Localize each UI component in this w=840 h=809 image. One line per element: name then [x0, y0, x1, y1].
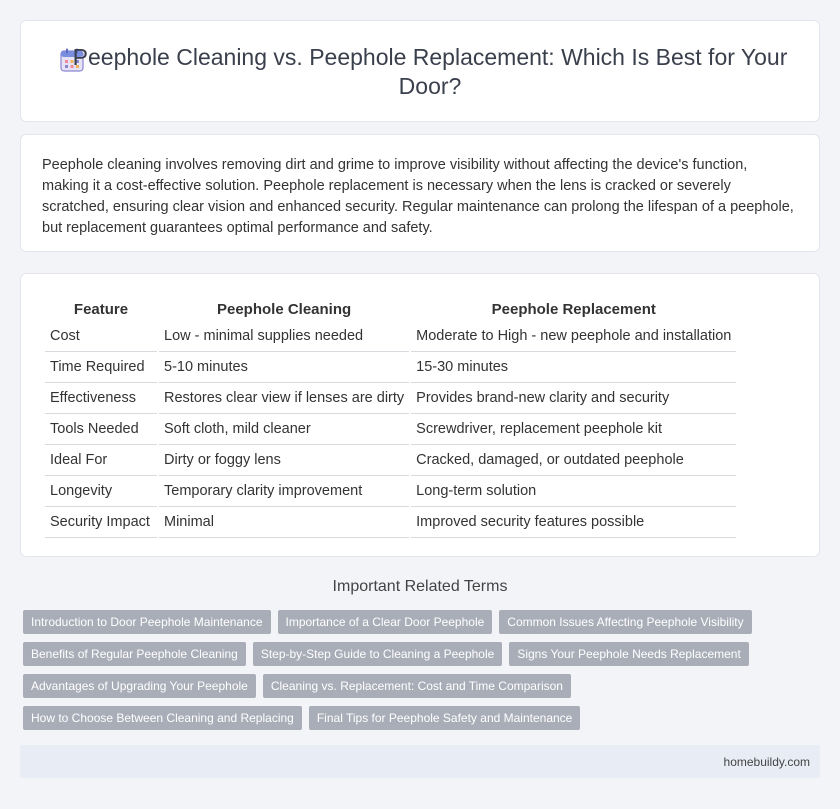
- related-term-tag[interactable]: Common Issues Affecting Peephole Visibility: [499, 610, 751, 634]
- table-cell: Effectiveness: [45, 383, 157, 414]
- table-header-replacement: Peephole Replacement: [491, 300, 656, 318]
- tag-row: [23, 642, 823, 666]
- tag-row: [23, 674, 823, 698]
- related-term-tag[interactable]: Signs Your Peephole Needs Replacement: [509, 642, 749, 666]
- page-title: Peephole Cleaning vs. Peephole Replacement: Which Is Best for Your Door?: [72, 44, 788, 99]
- table-row: [45, 352, 736, 383]
- table-cell: 5-10 minutes: [159, 352, 409, 383]
- table-row: [45, 445, 736, 476]
- table-cell: Soft cloth, mild cleaner: [159, 414, 409, 445]
- table-header-feature: Feature: [73, 300, 129, 318]
- table-cell: Restores clear view if lenses are dirty: [159, 383, 409, 414]
- related-term-tag[interactable]: Importance of a Clear Door Peephole: [278, 610, 493, 634]
- table-cell: Dirty or foggy lens: [159, 445, 409, 476]
- table-cell: Long-term solution: [411, 476, 736, 507]
- comparison-table: [43, 293, 738, 538]
- table-cell: Ideal For: [45, 445, 157, 476]
- table-row: [45, 383, 736, 414]
- table-cell: Provides brand-new clarity and security: [411, 383, 736, 414]
- table-cell: Cracked, damaged, or outdated peephole: [411, 445, 736, 476]
- related-term-tag[interactable]: Benefits of Regular Peephole Cleaning: [23, 642, 246, 666]
- related-term-tag[interactable]: Advantages of Upgrading Your Peephole: [23, 674, 256, 698]
- tag-row: [23, 610, 823, 634]
- table-row: [45, 507, 736, 538]
- table-header-row: [45, 293, 736, 321]
- table-cell: Moderate to High - new peephole and installation: [411, 321, 736, 352]
- table-cell: Screwdriver, replacement peephole kit: [411, 414, 736, 445]
- related-term-tag[interactable]: How to Choose Between Cleaning and Replacing: [23, 706, 302, 730]
- intro-paragraph: Peephole cleaning involves removing dirt and grime to improve visibility without affecting the device's function, making it a cost-effective solution. Peephole replacement is necessary when the lens is cracked or severely scratched, ensuring clear vision and enhanced security. Regular maintenance can prolong the lifespan of a peephole, but replacement guarantees optimal performance and safety.: [42, 157, 794, 236]
- footer: [20, 745, 820, 778]
- related-term-tag[interactable]: Cleaning vs. Replacement: Cost and Time Comparison: [263, 674, 571, 698]
- table-cell: Time Required: [45, 352, 157, 383]
- intro-card: [20, 134, 820, 252]
- table-cell: Low - minimal supplies needed: [159, 321, 409, 352]
- related-term-tag[interactable]: Final Tips for Peephole Safety and Maintenance: [309, 706, 581, 730]
- table-cell: Tools Needed: [45, 414, 157, 445]
- title-card: [20, 20, 820, 122]
- table-cell: Cost: [45, 321, 157, 352]
- table-cell: Security Impact: [45, 507, 157, 538]
- tag-row: [23, 706, 823, 730]
- table-cell: Longevity: [45, 476, 157, 507]
- table-cell: Minimal: [159, 507, 409, 538]
- table-cell: 15-30 minutes: [411, 352, 736, 383]
- table-cell: Improved security features possible: [411, 507, 736, 538]
- table-row: [45, 476, 736, 507]
- table-row: [45, 414, 736, 445]
- related-term-tag[interactable]: Introduction to Door Peephole Maintenance: [23, 610, 271, 634]
- footer-site-link[interactable]: homebuildy.com: [723, 755, 810, 769]
- table-header-cleaning: Peephole Cleaning: [216, 300, 352, 318]
- table-cell: Temporary clarity improvement: [159, 476, 409, 507]
- related-term-tag[interactable]: Step-by-Step Guide to Cleaning a Peephole: [253, 642, 503, 666]
- related-terms-list: [23, 610, 823, 738]
- table-row: [45, 321, 736, 352]
- related-terms-heading: Important Related Terms: [332, 578, 508, 595]
- comparison-table-card: [20, 273, 820, 557]
